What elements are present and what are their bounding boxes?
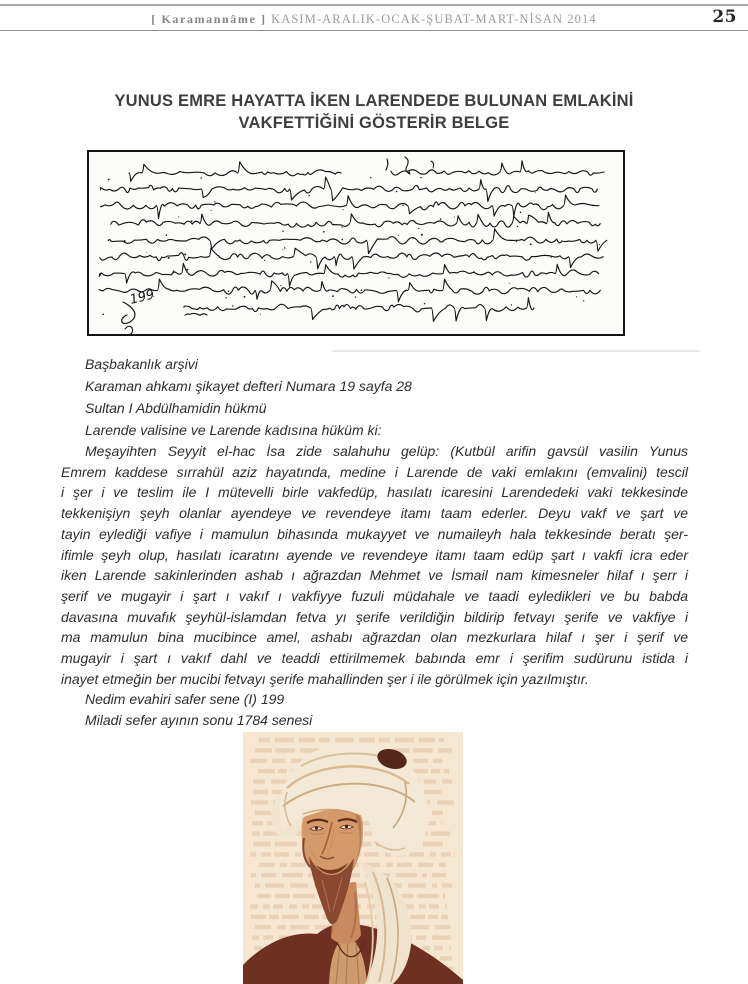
date-line-hijri: Nedim evahiri safer sene (I) 199 [85, 691, 285, 708]
meta-line-addressee: Larende valisine ve Larende kadısına hüküm ki: [85, 422, 382, 438]
header-bottom-rule [0, 30, 748, 31]
article-body [61, 353, 688, 731]
paragraph-line: iken Larende sakinlerinden ashab ı ağrazdan Mehmet ve İsmail nam kimesneler hilaf ı şerr i [61, 567, 688, 584]
scan-artifact-line [332, 350, 700, 352]
date-line-gregorian: Miladi sefer ayının sonu 1784 senesi [85, 712, 313, 729]
paragraph-line: ma mamulun bina mucibince amel, ashabı ağrazdan olan mezkurlara hilaf ı şer i şerif ve [61, 629, 688, 646]
meta-line-sultan: Sultan I Abdülhamidin hükmü [85, 400, 267, 416]
paragraph-line: davasına muvafık şeyhül-islamdan fetva yı şerife verildiğin bildirip fetvayı şerife ve vakfiye i [61, 608, 688, 625]
paragraph-line: mugayir i şart ı vakıf dahl ve teaddi ettirilmemek babında emr i şerifim sudürunu istida i [61, 650, 688, 667]
journal-name: [ Karamannâme ] [151, 12, 267, 26]
page-number: 25 [712, 7, 737, 27]
paragraph-line: şerif ve mugayir i şart ı vakıf ı vakfiyye fuzuli müdahale ve taadi eyledikleri ve bu babda [61, 587, 688, 604]
paragraph-line: inayet etmeğin ber mucibi fetvayı şerife mahallinden şer i ile görülmek için yazılmıştır. [61, 670, 589, 687]
ottoman-manuscript-figure [87, 150, 625, 336]
meta-line-archive: Başbakanlık arşivi [85, 356, 198, 372]
yunus-emre-portrait [243, 732, 463, 984]
paragraph-line: ifimle şeyh olup, hasılatı icaratını ayende ve revendeye itamı taam edüp şart ı vakfi icra eder [61, 546, 688, 563]
paragraph-line: Meşayihten Seyyit el-hac İsa zide salahuhu gelüp: (Kutbül arifin gavsül vasilin Yunus [85, 443, 688, 459]
article-title-line2: VAKFETTİĞİNİ GÖSTERİR BELGE [238, 114, 510, 132]
paragraph-line: tayin eylediği vafiye i mamulun bihasında mukayyet ve numaileyh hala tekkesinde beratı şer- [61, 525, 688, 542]
portrait-illustration [243, 732, 463, 984]
paragraph-line: i şer i ve teslim ile I mütevelli birle vakfedüp, hasılatı icaresini Larendedeki vaki tekkesinde [61, 484, 688, 501]
article-title-line1: YUNUS EMRE HAYATTA İKEN LARENDEDE BULUNAN EMLAKİNİ [114, 92, 634, 110]
page-header [0, 10, 748, 28]
paragraph-line: Emrem kaddese sırrahül aziz hayatında, medine i Larende de vaki emlakını (emvalini) tescil [61, 463, 688, 480]
issue-months: KASIM-ARALIK-OCAK-ŞUBAT-MART-NİSAN 2014 [271, 12, 597, 26]
article-title [0, 90, 748, 134]
manuscript-handwriting [89, 152, 623, 334]
header-top-rule [0, 4, 748, 6]
meta-line-register: Karaman ahkamı şikayet defteri Numara 19 sayfa 28 [85, 378, 412, 394]
paragraph-line: tekkenişiyn şeyh olanlar ayendeye ve revendeye itamı taam ederler. Deyu vakf ve şart ve [61, 505, 688, 522]
manuscript-number: 199 [128, 287, 157, 308]
